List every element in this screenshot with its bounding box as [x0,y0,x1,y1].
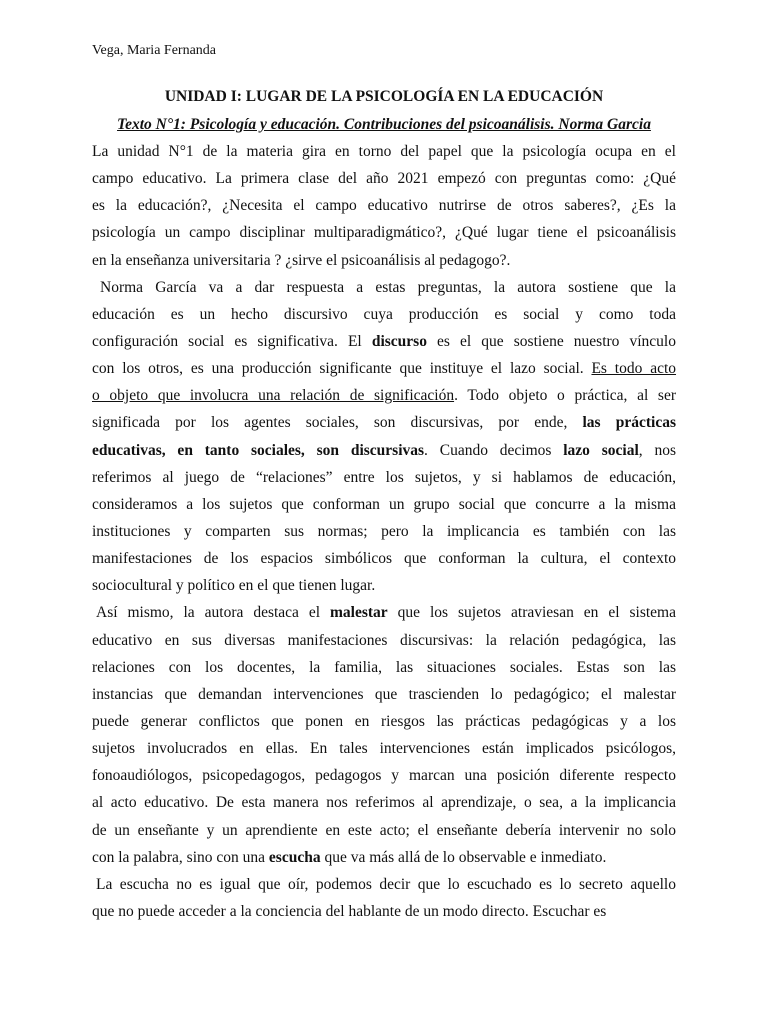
text-run: instituciones y comparten sus normas; pero la implicancia es también con las [92,522,676,540]
text-run: significada por los agentes sociales, son discursivas, por ende, [92,414,583,432]
text-run: que va más allá de lo observable e inmediato. [320,848,607,866]
bold-text: las prácticas [582,414,676,432]
text-run: La escucha no es igual que oír, podemos decir que lo escuchado es lo secreto aquello [96,875,676,893]
text-line [92,491,676,518]
text-line [92,572,676,599]
text-line [92,355,676,382]
bold-text: discurso [371,332,427,350]
paragraph [92,138,676,274]
text-run: en la enseñanza universitaria ? ¿sirve el psicoanálisis al pedagogo?. [92,251,511,269]
text-line [92,219,676,246]
text-line [92,817,676,844]
author-name: Vega, Maria Fernanda [92,43,217,58]
text-run: sujetos involucrados en ellas. En tales intervenciones están implicados psicólogos, [92,740,676,758]
text-run: , nos [638,441,676,459]
text-line [92,382,676,409]
text-line [92,247,676,274]
text-title: Texto N°1: Psicología y educación. Contribuciones del psicoanálisis. Norma Garcia [117,116,651,133]
underlined-text: Es todo acto [591,360,677,378]
bold-text: escucha [268,848,321,866]
text-run: sociocultural y político en el que tienen lugar. [92,577,376,595]
text-run: relaciones con los docentes, la familia, las situaciones sociales. Estas son las [92,658,676,676]
text-run: . Todo objeto o práctica, al ser [454,387,676,405]
text-run: es el que sostiene nuestro vínculo [426,332,676,350]
paragraph [92,274,676,600]
text-run: La unidad N°1 de la materia gira en torno del papel que la psicología ocupa en el [92,143,676,160]
text-line [92,192,676,219]
text-run: Así mismo, la autora destaca el [96,604,331,622]
text-line [92,409,676,436]
text-run: puede generar conflictos que ponen en riesgos las prácticas pedagógicas y a los [92,712,676,730]
text-run: psicología un campo disciplinar multiparadigmático?, ¿Qué lugar tiene el psicoanálisis [92,224,676,242]
paragraph [92,871,676,925]
text-run: es la educación?, ¿Necesita el campo educativo nutrirse de otros saberes?, ¿Es la [92,197,676,215]
text-line [92,654,676,681]
bold-text: malestar [330,604,388,622]
text-run: que los sujetos atraviesan en el sistema [387,604,676,622]
text-run: educativo en sus diversas manifestaciones discursivas: la relación pedagógica, las [92,631,676,649]
text-run: Norma García va a dar respuesta a estas preguntas, la autora sostiene que la [100,278,676,296]
text-run: con los otros, es una producción significante que instituye el lazo social. [92,360,592,378]
text-line [92,138,676,165]
bold-text: educativas, en tanto sociales, son discursivas [92,441,425,459]
text-line [92,627,676,654]
text-run: de un enseñante y un aprendiente en este acto; el enseñante debería intervenir no solo [92,821,676,839]
text-line [92,328,676,355]
body-text [92,138,676,925]
text-run: configuración social es significativa. El [92,332,372,350]
text-run: educación es un hecho discursivo cuya producción es social y como toda [92,305,676,323]
text-run: . Cuando decimos [424,441,564,459]
text-line [92,681,676,708]
text-run: manifestaciones de los espacios simbólicos que conforman la cultura, el contexto [92,550,676,568]
text-run: referimos al juego de “relaciones” entre los sujetos, y si hablamos de educación, [92,468,676,486]
text-line [92,871,676,898]
text-line [92,708,676,735]
unit-title: UNIDAD I: LUGAR DE LA PSICOLOGÍA EN LA EDUCACIÓN [164,88,604,105]
paragraph [92,599,676,870]
text-line [92,898,676,925]
text-line [92,762,676,789]
text-line [92,545,676,572]
text-line [92,301,676,328]
text-line [92,789,676,816]
text-run: campo educativo. La primera clase del año 2021 empezó con preguntas como: ¿Qué [92,170,676,188]
text-line [92,599,676,626]
text-line [92,437,676,464]
text-run: consideramos a los sujetos que conforman un grupo social que concurre a la misma [92,495,676,513]
text-run: fonoaudiólogos, psicopedagogos, pedagogos y marcan una posición diferente respecto [92,767,676,785]
text-run: con la palabra, sino con una [92,848,269,866]
text-run: instancias que demandan intervenciones que trascienden lo pedagógico; el malestar [92,685,676,703]
text-line [92,464,676,491]
text-run: al acto educativo. De esta manera nos referimos al aprendizaje, o sea, a la implicancia [92,794,676,812]
bold-text: lazo social [563,441,639,459]
text-line [92,735,676,762]
text-line [92,844,676,871]
text-line [92,518,676,545]
text-run: que no puede acceder a la conciencia del hablante de un modo directo. Escuchar es [92,902,607,920]
text-line [92,165,676,192]
underlined-text: o objeto que involucra una relación de significación [92,387,455,405]
text-line [92,274,676,301]
